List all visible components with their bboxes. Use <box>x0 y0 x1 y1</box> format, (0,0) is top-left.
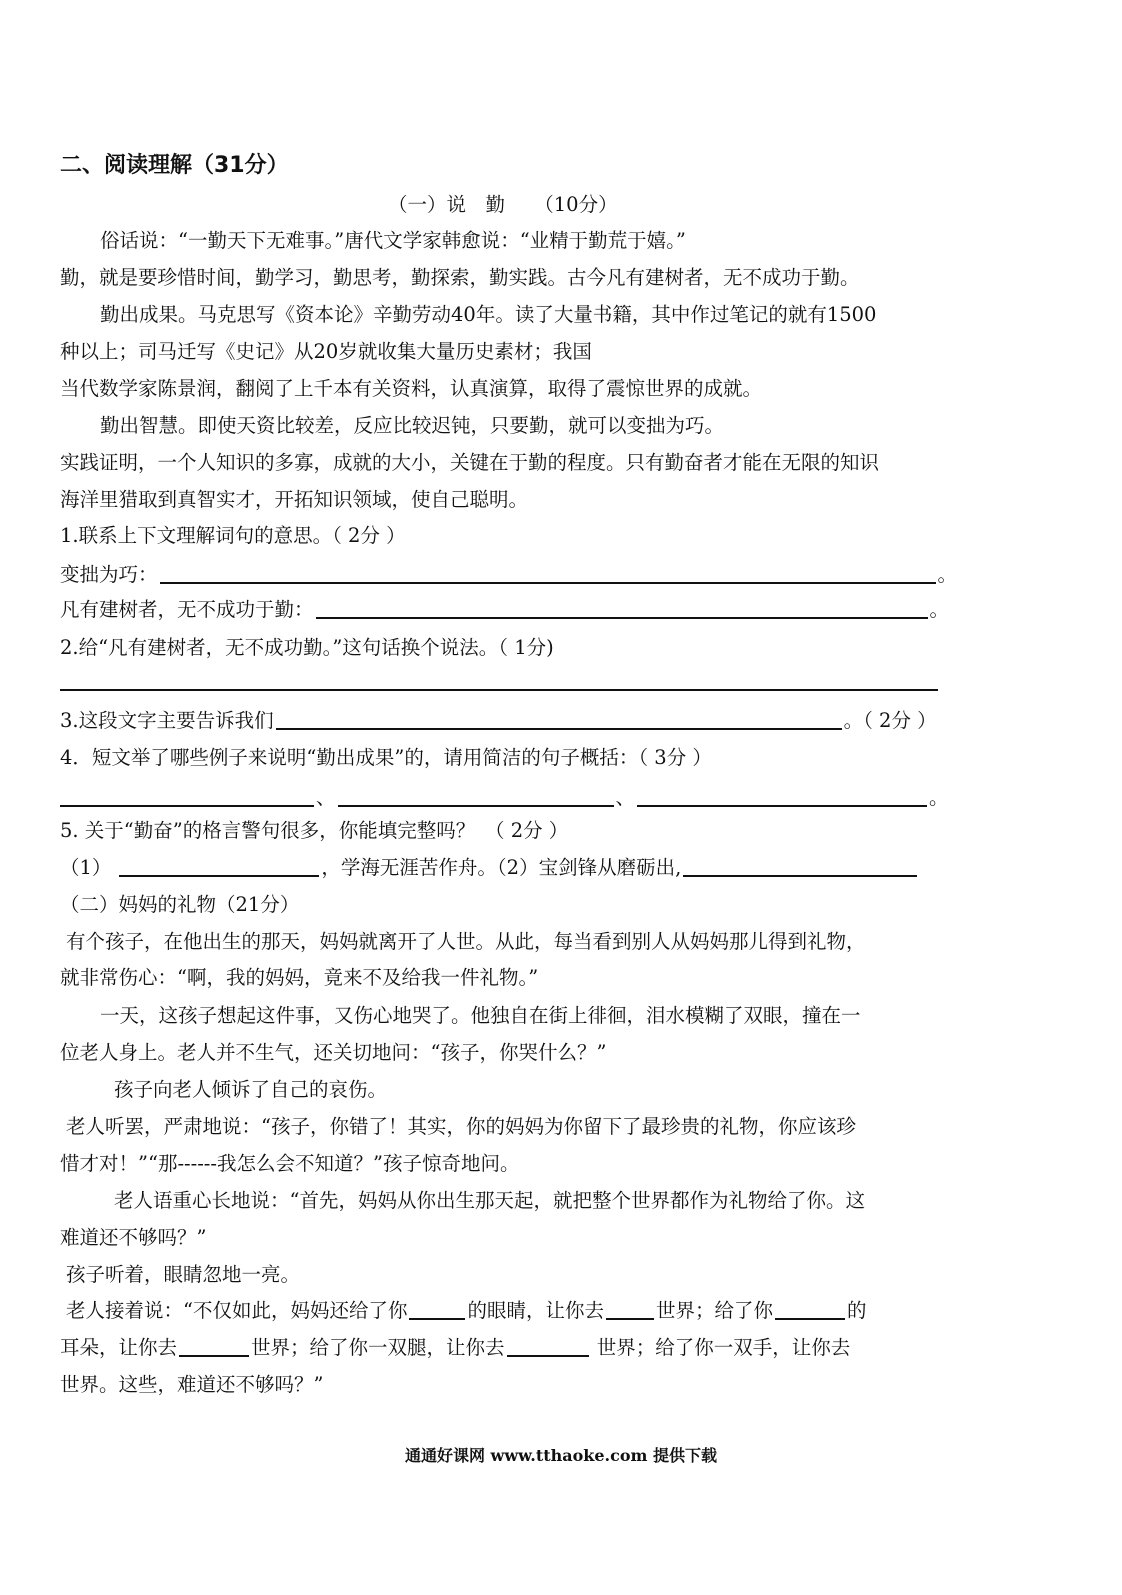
fill-text: 世界；给了你一双手，让你去 <box>590 1336 851 1359</box>
question-4-answer <box>60 786 949 810</box>
answer-blank[interactable] <box>775 1299 845 1320</box>
answer-blank[interactable] <box>160 563 936 584</box>
answer-blank[interactable] <box>60 670 938 691</box>
fill-text: 老人接着说：“不仅如此，妈妈还给了你 <box>66 1299 408 1322</box>
passage2-line: 有个孩子，在他出生的那天，妈妈就离开了人世。从此，每当看到别人从妈妈那儿得到礼物， <box>66 930 866 953</box>
question-1b-label: 凡有建树者，无不成功于勤： <box>60 598 314 621</box>
passage2-fill-line <box>66 1299 867 1323</box>
passage2-line: 孩子听着，眼睛忽地一亮。 <box>66 1263 301 1286</box>
question-1a <box>60 563 957 587</box>
question-1a-label: 变拙为巧： <box>60 563 158 586</box>
passage2-fill-line <box>60 1336 850 1360</box>
answer-blank[interactable] <box>276 709 842 730</box>
answer-blank[interactable] <box>119 856 319 877</box>
section-title: 二、阅读理解（31分） <box>60 153 289 178</box>
period: 。 <box>929 598 950 621</box>
passage1-line: 种以上；司马迁写《史记》从20岁就收集大量历史素材；我国 <box>60 340 592 363</box>
answer-blank[interactable] <box>179 1336 249 1357</box>
question-1: 1.联系上下文理解词句的意思。（ 2分 ） <box>60 524 406 547</box>
question-5-answer <box>60 856 919 880</box>
passage2-line: 位老人身上。老人并不生气，还关切地问：“孩子，你哭什么？” <box>60 1041 607 1064</box>
answer-blank[interactable] <box>606 1299 654 1320</box>
passage1-line: 实践证明，一个人知识的多寡，成就的大小，关键在于勤的程度。只有勤奋者才能在无限的知识 <box>60 451 880 474</box>
passage2-title: （二）妈妈的礼物（21分） <box>60 893 300 916</box>
answer-blank[interactable] <box>683 856 917 877</box>
passage2-line: 老人听罢，严肃地说：“孩子，你错了！其实，你的妈妈为你留下了最珍贵的礼物，你应该珍 <box>66 1115 856 1138</box>
fill-text: 的眼睛，让你去 <box>467 1299 604 1322</box>
question-5-text: ，学海无涯苦作舟。（2）宝剑锋从磨砺出, <box>321 856 682 879</box>
question-3-text: 3.这段文字主要告诉我们 <box>60 709 274 732</box>
passage2-line: 就非常伤心：“啊，我的妈妈，竟来不及给我一件礼物。” <box>60 966 539 989</box>
passage2-line: 老人语重心长地说：“首先，妈妈从你出生那天起，就把整个世界都作为礼物给了你。这 <box>114 1189 865 1212</box>
answer-blank[interactable] <box>637 786 927 807</box>
fill-text: 世界；给了你 <box>656 1299 774 1322</box>
passage1-line: 勤，就是要珍惜时间，勤学习，勤思考，勤探索，勤实践。古今凡有建树者，无不成功于勤。 <box>60 266 860 289</box>
passage2-line: 难道还不够吗？” <box>60 1226 207 1249</box>
question-5-num: （1） <box>60 856 112 879</box>
footer: 通通好课网 www.tthaoke.com 提供下载 <box>404 1446 718 1465</box>
fill-text: 的 <box>847 1299 867 1322</box>
question-2-answer <box>60 670 940 694</box>
fill-text: 耳朵，让你去 <box>60 1336 178 1359</box>
answer-blank[interactable] <box>338 786 614 807</box>
question-1b <box>60 598 949 622</box>
passage1-line: 勤出成果。马克思写《资本论》辛勤劳动40年。读了大量书籍，其中作过笔记的就有1500 <box>100 303 877 326</box>
passage2-line: 孩子向老人倾诉了自己的哀伤。 <box>114 1078 388 1101</box>
passage1-line: 勤出智慧。即使天资比较差，反应比较迟钝，只要勤，就可以变拙为巧。 <box>100 414 725 437</box>
question-5: 5. 关于“勤奋”的格言警句很多，你能填完整吗？ （ 2分 ） <box>60 819 569 842</box>
question-3 <box>60 709 937 733</box>
separator: 、 <box>316 786 336 809</box>
passage1-title: （一）说 勤 （10分） <box>388 193 618 216</box>
answer-blank[interactable] <box>507 1336 589 1357</box>
question-3-tail: 。（ 2分 ） <box>843 709 937 732</box>
answer-blank[interactable] <box>316 598 928 619</box>
passage1-line: 海洋里猎取到真智实才，开拓知识领域，使自己聪明。 <box>60 488 529 511</box>
answer-blank[interactable] <box>409 1299 465 1320</box>
passage2-line: 惜才对！”“那------我怎么会不知道？”孩子惊奇地问。 <box>60 1152 520 1175</box>
passage1-line: 当代数学家陈景润，翻阅了上千本有关资料，认真演算，取得了震惊世界的成就。 <box>60 377 763 400</box>
separator: 、 <box>615 786 636 809</box>
period: 。 <box>937 563 958 586</box>
answer-blank[interactable] <box>60 786 314 807</box>
question-4: 4．短文举了哪些例子来说明“勤出成果”的，请用简洁的句子概括：（ 3分 ） <box>60 746 712 769</box>
question-2: 2.给“凡有建树者，无不成功勤。”这句话换个说法。（ 1分) <box>60 636 554 659</box>
passage2-line: 世界。这些，难道还不够吗？” <box>60 1373 324 1396</box>
fill-text: 世界；给了你一双腿，让你去 <box>251 1336 505 1359</box>
passage2-line: 一天，这孩子想起这件事，又伤心地哭了。他独自在街上徘徊，泪水模糊了双眼，撞在一 <box>100 1004 861 1027</box>
passage1-line: 俗话说：“一勤天下无难事。”唐代文学家韩愈说：“业精于勤荒于嬉。” <box>100 229 686 252</box>
period: 。 <box>929 786 949 809</box>
